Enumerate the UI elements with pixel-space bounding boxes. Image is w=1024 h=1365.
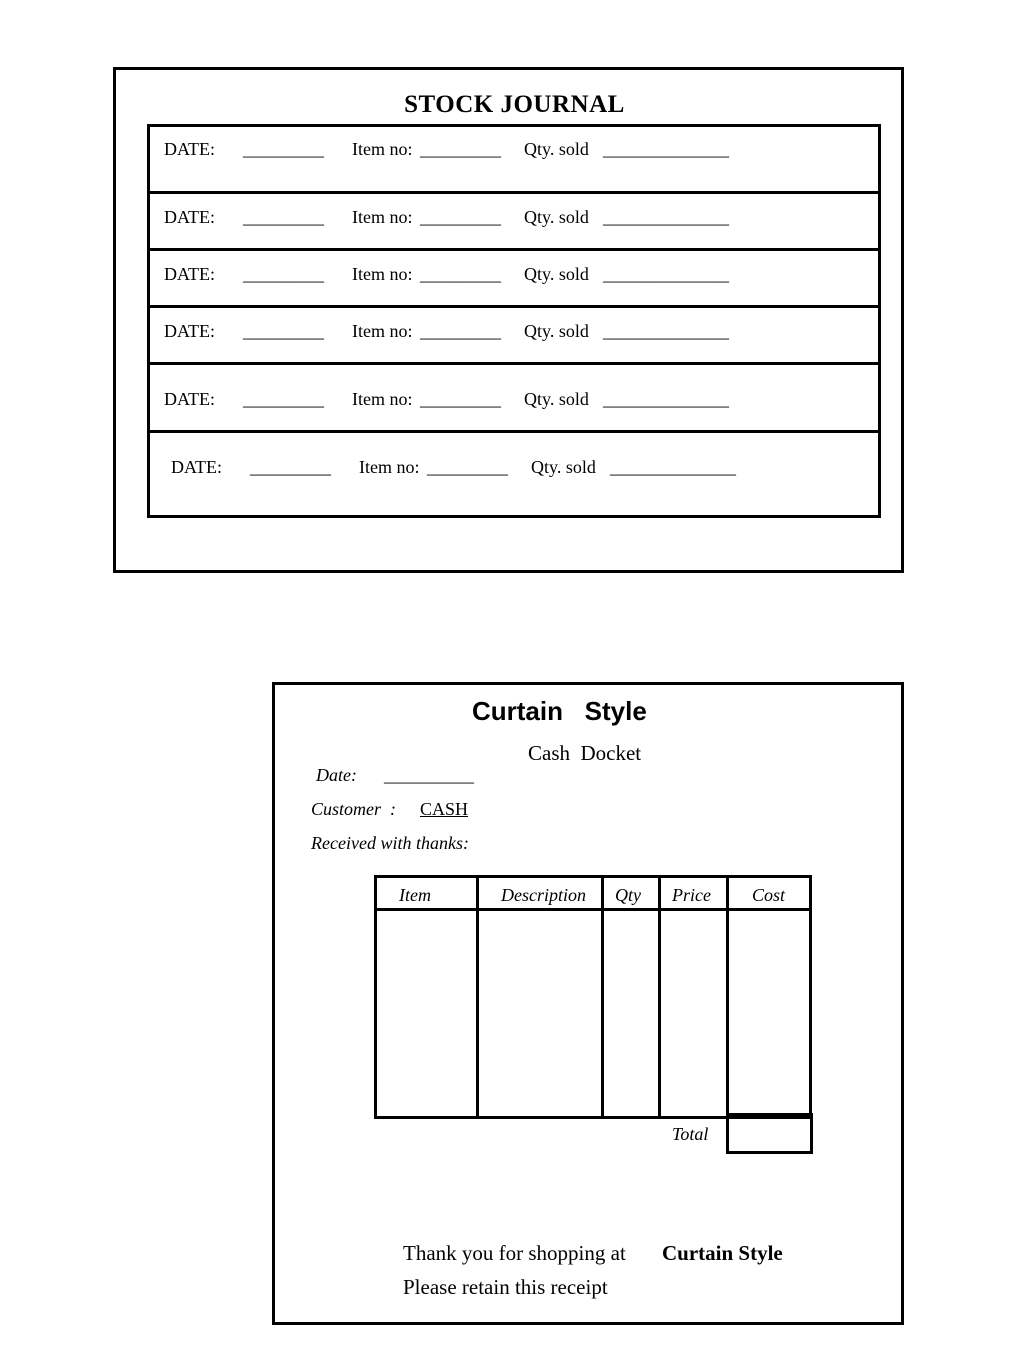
header-price: Price <box>672 885 711 905</box>
item-label: Item no: <box>352 389 413 409</box>
column-divider <box>726 875 729 1119</box>
total-box[interactable] <box>726 1113 813 1154</box>
row-divider <box>147 248 881 251</box>
date-blank[interactable]: _________ <box>250 457 331 477</box>
date-label: DATE: <box>164 264 215 284</box>
qty-label: Qty. sold <box>524 264 589 284</box>
total-label: Total <box>672 1124 709 1144</box>
item-label: Item no: <box>352 139 413 159</box>
date-label: DATE: <box>171 457 222 477</box>
item-blank[interactable]: _________ <box>420 321 501 341</box>
customer-value: CASH <box>420 799 469 819</box>
date-blank[interactable]: _________ <box>243 389 324 409</box>
item-label: Item no: <box>352 264 413 284</box>
item-label: Item no: <box>352 321 413 341</box>
stock-journal-title: STOCK JOURNAL <box>404 91 625 118</box>
date-blank[interactable]: _________ <box>243 207 324 227</box>
row-divider <box>147 430 881 433</box>
date-label: Date: <box>316 765 357 785</box>
header-description: Description <box>501 885 586 905</box>
qty-blank[interactable]: ______________ <box>610 457 736 477</box>
row-divider <box>147 305 881 308</box>
date-label: DATE: <box>164 139 215 159</box>
item-label: Item no: <box>352 207 413 227</box>
item-blank[interactable]: _________ <box>420 389 501 409</box>
qty-label: Qty. sold <box>524 321 589 341</box>
customer-label: Customer : <box>311 799 396 819</box>
footer-retain: Please retain this receipt <box>403 1275 608 1299</box>
item-blank[interactable]: _________ <box>420 264 501 284</box>
footer-brand: Curtain Style <box>662 1241 783 1265</box>
date-blank[interactable]: _________ <box>243 264 324 284</box>
qty-blank[interactable]: ______________ <box>603 389 729 409</box>
row-divider <box>147 191 881 194</box>
item-label: Item no: <box>359 457 420 477</box>
qty-label: Qty. sold <box>531 457 596 477</box>
footer-thanks: Thank you for shopping at <box>403 1241 626 1265</box>
qty-label: Qty. sold <box>524 389 589 409</box>
column-divider <box>476 875 479 1119</box>
column-divider <box>658 875 661 1119</box>
date-blank[interactable]: __________ <box>384 765 474 785</box>
row-divider <box>147 362 881 365</box>
date-blank[interactable]: _________ <box>243 321 324 341</box>
date-blank[interactable]: _________ <box>243 139 324 159</box>
header-cost: Cost <box>752 885 786 905</box>
docket-brand-title: Curtain Style <box>472 696 647 726</box>
docket-subtitle: Cash Docket <box>528 741 642 765</box>
item-blank[interactable]: _________ <box>427 457 508 477</box>
qty-blank[interactable]: ______________ <box>603 264 729 284</box>
qty-label: Qty. sold <box>524 207 589 227</box>
date-label: DATE: <box>164 207 215 227</box>
table-header-divider <box>374 908 810 911</box>
item-blank[interactable]: _________ <box>420 139 501 159</box>
column-divider <box>601 875 604 1119</box>
qty-blank[interactable]: ______________ <box>603 207 729 227</box>
qty-blank[interactable]: ______________ <box>603 139 729 159</box>
date-label: DATE: <box>164 321 215 341</box>
qty-label: Qty. sold <box>524 139 589 159</box>
item-blank[interactable]: _________ <box>420 207 501 227</box>
header-qty: Qty <box>615 885 641 905</box>
date-label: DATE: <box>164 389 215 409</box>
qty-blank[interactable]: ______________ <box>603 321 729 341</box>
received-label: Received with thanks: <box>311 833 469 853</box>
items-table <box>374 875 812 1119</box>
header-item: Item <box>399 885 431 905</box>
